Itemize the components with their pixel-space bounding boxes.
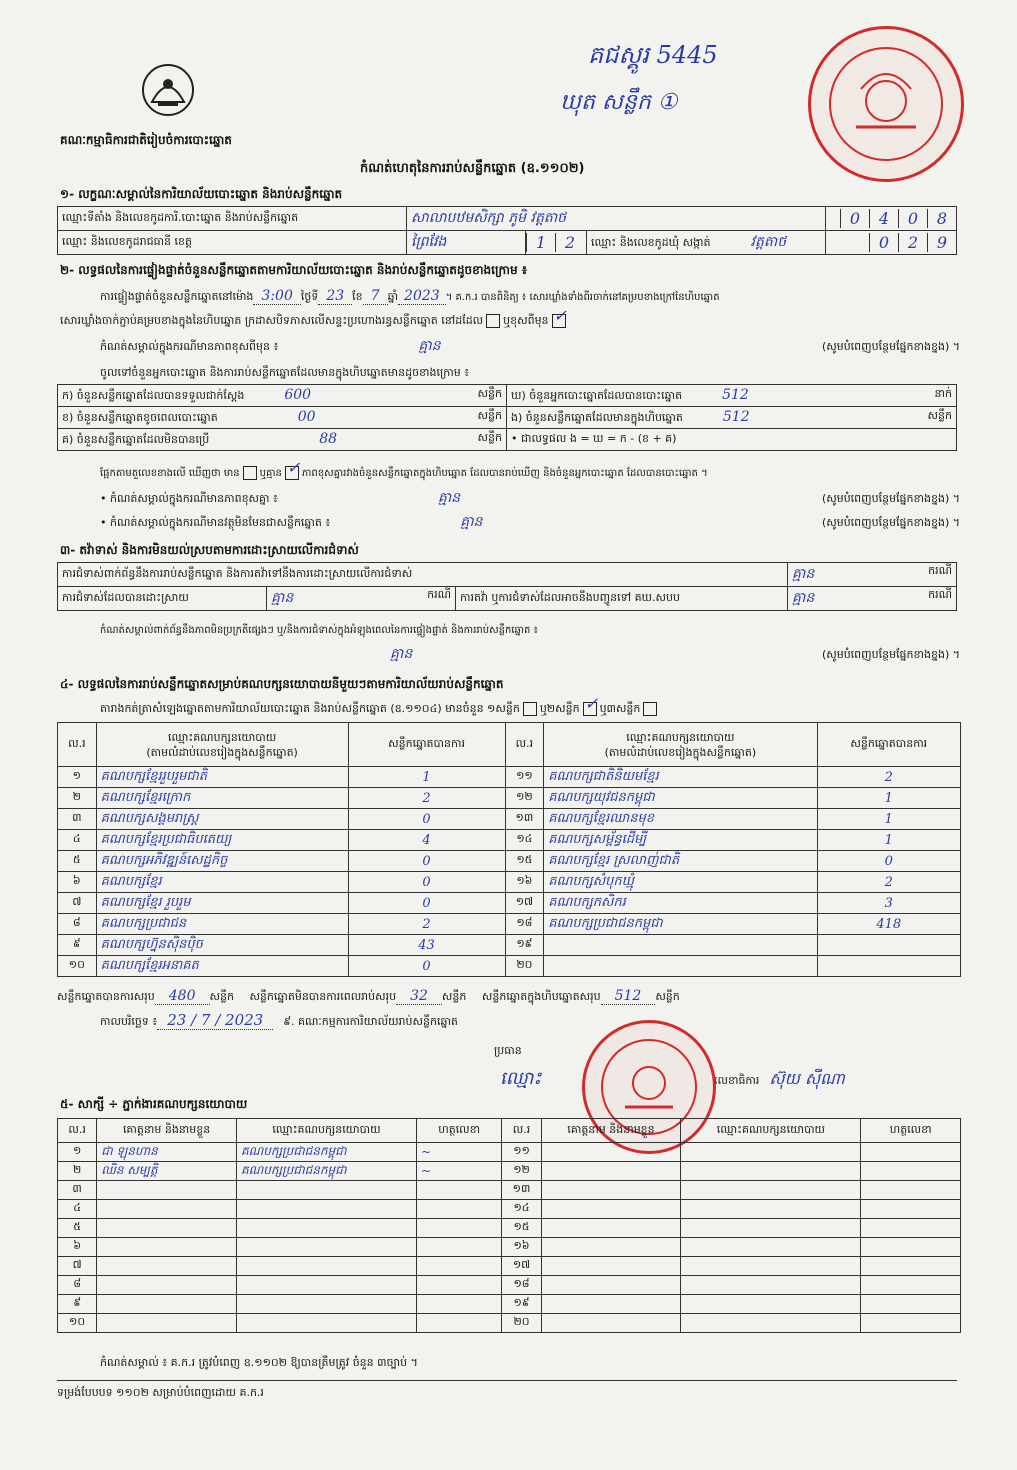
witness-no: ១៤ [502, 1200, 541, 1219]
province-code: 1 2 [526, 231, 587, 255]
party-name [544, 935, 817, 956]
witness-name [97, 1314, 237, 1333]
table-row [58, 1314, 961, 1333]
location-value: សាលាបឋមសិក្សា ភូមិ វត្តតាថ [407, 207, 826, 231]
party-votes: 1 [348, 767, 505, 788]
witness-no: ៥ [58, 1219, 97, 1238]
witness-name [97, 1295, 237, 1314]
section1-table [57, 206, 957, 255]
commune-code: 0 2 9 [826, 231, 957, 255]
total-valid-value: 480 [155, 988, 210, 1005]
party-votes: 2 [817, 872, 960, 893]
party-no: ៧ [58, 893, 97, 914]
received-value: 600 [284, 386, 312, 403]
witness-party: គណបក្សប្រជាជនកម្ពុជា [236, 1162, 416, 1181]
irregularity-value: គ្មាន [390, 646, 413, 662]
witness-no: ៩ [58, 1295, 97, 1314]
party-no: ៣ [58, 809, 97, 830]
witness-signature [416, 1257, 501, 1276]
party-votes: 418 [817, 914, 960, 935]
witness-name [541, 1200, 681, 1219]
note3-line: • កំណត់សម្គាល់ក្នុងករណីមានវត្ថុមិនមែនជាសន្លឹកឆ្នោត ៖ គ្មាន (សូមបំពេញបន្ថែមផ្នែកខាងខ្នង) ។ [100, 514, 960, 530]
witness-no: ១៦ [502, 1238, 541, 1257]
party-votes: 0 [348, 851, 505, 872]
witness-no: ១ [58, 1143, 97, 1162]
party-no: ១១ [505, 767, 544, 788]
resolved-label: ការជំទាស់ដែលបានដោះស្រាយ [58, 587, 267, 611]
witness-table: ល.រ គោត្តនាម និងនាមខ្លួន ឈ្មោះគណបក្សនយោបាយ ហត្ថលេខា ល.រ គោត្តនាម និងនាមខ្លួន ឈ្មោះគណបក្សនយោបាយ ហត្ថលេខា ១ ជា ឡុនហាន គណបក្សប្រជាជនកម្ពុជា ~ ១១ ២ ឈិន សម្បត្តិ គណបក្សប្រជាជនកម្ពុជា ~ ១២ ៣ ១៣ ៤ ១៤ ៥ ១៥ ៦ ១៦ ៧ ១៧ ៨ ១៨ ៩ ១៩ ១០ ២០ [57, 1118, 961, 1333]
party-name: គណបក្សសំបុកឃ្មុំ [544, 872, 817, 893]
witness-party [236, 1238, 416, 1257]
witness-name [541, 1314, 681, 1333]
party-votes: 1 [817, 809, 960, 830]
party-no: ៩ [58, 935, 97, 956]
has-discrepancy-checkbox[interactable] [243, 466, 257, 480]
party-votes: 0 [348, 872, 505, 893]
party-votes [817, 935, 960, 956]
witness-party [681, 1162, 861, 1181]
party-name: គណបក្សខ្មែររួបរួមជាតិ [96, 767, 348, 788]
witness-name: ជា ឡុនហាន [97, 1143, 237, 1162]
witness-no: ៨ [58, 1276, 97, 1295]
totals-line: សន្លឹកឆ្នោតបានការសរុប 480 សន្លឹក សន្លឹកឆ្នោតមិនបានការពេលរាប់សរុប 32 សន្លឹក សន្លឹកឆ្នោតក្នុងហិបឆ្នោតសរុប 512 សន្លឹក [57, 988, 680, 1004]
witness-party [681, 1238, 861, 1257]
committee-name: គណៈកម្មាធិការជាតិរៀបចំការបោះឆ្នោត [60, 133, 232, 147]
witness-party [236, 1276, 416, 1295]
three-sheet-checkbox[interactable] [643, 702, 657, 716]
witness-no: ៧ [58, 1257, 97, 1276]
party-no: ១៨ [505, 914, 544, 935]
table-row [58, 1181, 961, 1200]
secretary-line: លេខាធិការ ស៊ុយ ស៊ីណា [714, 1069, 845, 1088]
tally-sheet-line: តារាងកត់ត្រាសំឡេងឆ្នោតតាមការិយាល័យបោះឆ្នោត និងរាប់សន្លឹកឆ្នោត (ឧ.១១០៤) មានចំនួន ១សន្លឹក ឬ២សន្លឹក ✓ ឬ៣សន្លឹក [100, 702, 660, 716]
party-votes: 1 [817, 788, 960, 809]
party-votes: 0 [348, 809, 505, 830]
party-name: គណបក្សខ្មែរ ស្រលាញ់ជាតិ [544, 851, 817, 872]
witness-no: ១៥ [502, 1219, 541, 1238]
witness-no: ១៧ [502, 1257, 541, 1276]
table-row [58, 830, 961, 851]
party-no: ៨ [58, 914, 97, 935]
table-row [58, 872, 961, 893]
party-name: គណបក្សសម្ព័ន្ធដើម្បី [544, 830, 817, 851]
party-no: ១៥ [505, 851, 544, 872]
table-row [58, 1276, 961, 1295]
party-name: គណបក្សខ្មែរឈានមុខ [544, 809, 817, 830]
year-value: 2023 [398, 288, 446, 305]
party-name: គណបក្សខ្មែរអនាគត [96, 956, 348, 977]
witness-name [541, 1143, 681, 1162]
two-sheet-checkbox[interactable]: ✓ [583, 702, 597, 716]
witness-party: គណបក្សប្រជាជនកម្ពុជា [236, 1143, 416, 1162]
witness-signature [416, 1238, 501, 1257]
party-votes: 4 [348, 830, 505, 851]
chair-label: ប្រធាន [494, 1044, 522, 1057]
witness-no: ១៩ [502, 1295, 541, 1314]
party-name: គណបក្សខ្មែរ រួបរួម [96, 893, 348, 914]
in-box-value: 512 [722, 408, 750, 425]
witness-name [97, 1181, 237, 1200]
forwarded-label: ការតវ៉ា ឬការជំទាស់ដែលអាចនឹងបញ្ជូនទៅ គឃ.សបប [456, 587, 788, 611]
witness-signature [861, 1219, 961, 1238]
witness-name [541, 1219, 681, 1238]
witness-signature [861, 1295, 961, 1314]
party-name: គណបក្សខ្មែរក្រោក [96, 788, 348, 809]
witness-party [681, 1200, 861, 1219]
table-row [58, 1295, 961, 1314]
handwritten-note-2: ឃុត សន្លឹក ① [560, 90, 678, 115]
table-row [58, 1200, 961, 1219]
voters-value: 512 [722, 386, 749, 403]
handwritten-note-1: គជស្គូរ 5445 [588, 41, 718, 69]
secretary-value: ស៊ុយ ស៊ីណា [769, 1069, 845, 1088]
section4-title: ៤- លទ្ធផលនៃការរាប់សន្លឹកឆ្នោតសម្រាប់គណបក្សនយោបាយនីមួយៗតាមការិយាល័យរាប់សន្លឹកឆ្នោត [60, 677, 504, 691]
party-votes: 1 [817, 830, 960, 851]
table-row [58, 956, 961, 977]
table-row [58, 1162, 961, 1181]
section2-title: ២- លទ្ធផលនៃការផ្ទៀងផ្ទាត់ចំនួនសន្លឹកឆ្នោតតាមការិយាល័យបោះឆ្នោត និងរាប់សន្លឹកឆ្នោតដូចខាងក្រោម ៖ [60, 263, 528, 277]
witness-name [541, 1295, 681, 1314]
party-no: ៥ [58, 851, 97, 872]
party-no: ១៩ [505, 935, 544, 956]
total-invalid-value: 32 [396, 988, 442, 1005]
witness-party [681, 1219, 861, 1238]
witness-no: ៦ [58, 1238, 97, 1257]
witness-name [97, 1238, 237, 1257]
results-table: ល.រ ឈ្មោះគណបក្សនយោបាយ (តាមលំដាប់លេខរៀងក្នុងសន្លឹកឆ្នោត) សន្លឹកឆ្នោតបានការ ល.រ ឈ្មោះគណបក្សនយោបាយ (តាមលំដាប់លេខរៀងក្នុងសន្លឹកឆ្នោត) សន្លឹកឆ្នោតបានការ ១ គណបក្សខ្មែររួបរួមជាតិ 1 ១១ គណបក្សជាតិនិយមខ្មែរ 2 ២ គណបក្សខ្មែរក្រោក 2 ១២ គណបក្សយុវជនកម្ពុជា 1 ៣ គណបក្សសង្គមរាស្ត្រ 0 ១៣ គណបក្សខ្មែរឈានមុខ 1 ៤ គណបក្សខ្មែរប្រជាធិបតេយ្យ 4 ១៤ គណបក្សសម្ព័ន្ធដើម្បី 1 ៥ គណបក្សអភិវឌ្ឍន៍សេដ្ឋកិច្ច 0 ១៥ គណបក្សខ្មែរ ស្រលាញ់ជាតិ 0 ៦ គណបក្សខ្មែរ 0 ១៦ គណបក្សសំបុកឃ្មុំ 2 ៧ គណបក្សខ្មែរ រួបរួម 0 ១៧ គណបក្សកសិករ 3 ៨ គណបក្សប្រជាជន 2 ១៨ គណបក្សប្រជាជនកម្ពុជា 418 ៩ គណបក្សហ្វ៊ុនស៊ិនប៉ិច 43 ១៩ ១០ គណបក្សខ្មែរអនាគត 0 ២០ [57, 722, 961, 977]
party-name: គណបក្សហ្វ៊ុនស៊ិនប៉ិច [96, 935, 348, 956]
table-row [58, 914, 961, 935]
witness-no: ២ [58, 1162, 97, 1181]
witness-name [541, 1162, 681, 1181]
bottom-note: ទម្រង់បែបបទ ១១០២ សម្រាប់បំពេញដោយ គ.ក.រ [57, 1386, 264, 1399]
party-name [544, 956, 817, 977]
party-name: គណបក្សប្រជាជនកម្ពុជា [544, 914, 817, 935]
date-line: កាលបរិច្ឆេទ ៖ 23 / 7 / 2023 ៩. គណៈកម្មការការិយាល័យរាប់សន្លឹកឆ្នោត [100, 1011, 458, 1029]
forwarded-value: គ្មាន [792, 590, 815, 606]
objection-value: គ្មាន [792, 566, 815, 582]
table-row [58, 1219, 961, 1238]
table-row [58, 1143, 961, 1162]
no-discrepancy-checkbox[interactable]: ✓ [285, 466, 299, 480]
party-name: គណបក្សខ្មែរប្រជាធិបតេយ្យ [96, 830, 348, 851]
witness-signature [861, 1257, 961, 1276]
table-row [58, 935, 961, 956]
witness-no: ១២ [502, 1162, 541, 1181]
witness-signature [416, 1295, 501, 1314]
official-seal-top [808, 26, 964, 182]
resolved-value: គ្មាន [271, 590, 294, 606]
party-no: ៦ [58, 872, 97, 893]
table-row [58, 809, 961, 830]
formula: • ជាលទ្ធផល ង = ឃ = ក - (ខ + គ) [507, 429, 957, 451]
witness-name [541, 1276, 681, 1295]
count-intro: ចូលទៅចំនួនអ្នកបោះឆ្នោត និងការរាប់សន្លឹកឆ្នោតដែលមានក្នុងហិបឆ្នោតមានដូចខាងក្រោម ៖ [100, 366, 470, 379]
objection-table: ការជំទាស់ពាក់ព័ន្ធនឹងការរាប់សន្លឹកឆ្នោត និងការតវ៉ាទៅនឹងការដោះស្រាយលើការជំទាស់ គ្មាន ករណី ការជំទាស់ដែលបានដោះស្រាយ គ្មាន ករណី ការតវ៉ា ឬការជំទាស់ដែលអាចនឹងបញ្ជូនទៅ គឃ.សបប គ្មាន ករណី [57, 562, 957, 611]
witness-name [97, 1276, 237, 1295]
witness-party [236, 1200, 416, 1219]
witness-name: ឈិន សម្បត្តិ [97, 1162, 237, 1181]
party-no: ១៤ [505, 830, 544, 851]
table-row [58, 1238, 961, 1257]
witness-no: ១០ [58, 1314, 97, 1333]
witness-no: ១៣ [502, 1181, 541, 1200]
party-name: គណបក្សជាតិនិយមខ្មែរ [544, 767, 817, 788]
party-name: គណបក្សសង្គមរាស្ត្រ [96, 809, 348, 830]
witness-party [681, 1143, 861, 1162]
province-value: ព្រៃវែង [407, 231, 526, 255]
witness-party [681, 1181, 861, 1200]
footnote: កំណត់សម្គាល់ ៖ គ.ក.រ ត្រូវបំពេញ ឧ.១១០២ ឱ្យបានត្រឹមត្រូវ ចំនួន ៣ច្បាប់ ។ [100, 1356, 418, 1369]
chair-signature: ឈ្មោះ [500, 1068, 542, 1089]
party-name: គណបក្សកសិករ [544, 893, 817, 914]
witness-party [236, 1181, 416, 1200]
party-no: ១៣ [505, 809, 544, 830]
party-no: ២០ [505, 956, 544, 977]
witness-signature [861, 1143, 961, 1162]
note1-line: កំណត់សម្គាល់ក្នុងករណីមានភាពខុសពីមុន ៖ គ្មាន (សូមបំពេញបន្ថែមផ្នែកខាងខ្នង) ។ [100, 338, 960, 354]
party-no: ១២ [505, 788, 544, 809]
witness-signature [416, 1219, 501, 1238]
time-value: 3:00 [253, 288, 300, 305]
province-label: ឈ្មោះ និងលេខកូដរាជធានី ខេត្ត [58, 231, 407, 255]
witness-party [681, 1257, 861, 1276]
witness-signature [416, 1276, 501, 1295]
nec-emblem [140, 62, 196, 118]
table-row [58, 893, 961, 914]
witness-signature [861, 1276, 961, 1295]
spoiled-value: 00 [297, 408, 316, 425]
party-votes: 0 [348, 893, 505, 914]
party-no: ២ [58, 788, 97, 809]
witness-no: ២០ [502, 1314, 541, 1333]
witness-party [681, 1276, 861, 1295]
commune-label: ឈ្មោះ និងលេខកូដឃុំ សង្កាត់ វត្តតាថ [587, 231, 826, 255]
party-name: គណបក្សប្រជាជន [96, 914, 348, 935]
party-name: គណបក្សខ្មែរ [96, 872, 348, 893]
party-votes [817, 956, 960, 977]
party-votes: 0 [348, 956, 505, 977]
different-checkbox[interactable]: ✓ [552, 314, 566, 328]
footer-divider [57, 1380, 957, 1381]
note3-value: គ្មាន [460, 514, 483, 530]
witness-signature: ~ [416, 1162, 501, 1181]
witness-no: ៣ [58, 1181, 97, 1200]
witness-name [541, 1238, 681, 1257]
witness-signature [861, 1238, 961, 1257]
location-label: ឈ្មោះទីតាំង និងលេខកូដការិ.បោះឆ្នោត និងរាប់សន្លឹកឆ្នោត [58, 207, 407, 231]
note1-value: គ្មាន [418, 338, 441, 354]
month-value: 7 [363, 288, 388, 305]
party-no: ១៦ [505, 872, 544, 893]
party-votes: 2 [817, 767, 960, 788]
witness-signature [416, 1181, 501, 1200]
verification-line: ការផ្ទៀងផ្ទាត់ចំនួនសន្លឹកឆ្នោតនៅម៉ោង 3:00 ថ្ងៃទី 23 ខែ 7 ឆ្នាំ 2023 ។ គ.ក.រ បានពិនិត្យ ៖ សោរឃ្លាំងទាំងពីរចាក់នៅគម្របខាងក្រៅនៃហិបឆ្នោត [100, 288, 720, 304]
witness-no: ១១ [502, 1143, 541, 1162]
witness-signature [861, 1162, 961, 1181]
witness-name [97, 1219, 237, 1238]
witness-party [681, 1314, 861, 1333]
party-votes: 2 [348, 788, 505, 809]
seal-status-line: សោរឃ្លាំងចាក់ភ្ជាប់គម្របខាងក្នុងនៃហិបឆ្នោត ក្រដាសបិទភាសលើសន្ទះប្រហោងរន្ធសន្លឹកឆ្នោត នៅដដែល ឬខុសពីមុន ✓ [60, 306, 567, 327]
table-row [58, 767, 961, 788]
witness-party [236, 1219, 416, 1238]
irregularity-note: កំណត់សម្គាល់ពាក់ព័ន្ធនឹងភាពមិនប្រក្រតីផ្សេងៗ ឬ/និងការជំទាស់ក្នុងអំឡុងពេលនៃការផ្ទៀងផ្ទាត់ និងការរាប់សន្លឹកឆ្នោត ៖ [100, 625, 538, 636]
date-value: 23 / 7 / 2023 [157, 1011, 273, 1030]
witness-signature [416, 1200, 501, 1219]
party-no: ១៧ [505, 893, 544, 914]
witness-no: ១៨ [502, 1276, 541, 1295]
party-votes: 0 [817, 851, 960, 872]
section3-title: ៣- តវ៉ាទាស់ និងការមិនយល់ស្របតាមការដោះស្រាយលើការជំទាស់ [60, 543, 359, 557]
section1-title: ១- លក្ខណៈសម្គាល់នៃការិយាល័យបោះឆ្នោត និងរាប់សន្លឹកឆ្នោត [60, 187, 343, 201]
day-value: 23 [318, 288, 352, 305]
witness-signature: ~ [416, 1143, 501, 1162]
witness-signature [416, 1314, 501, 1333]
party-name: គណបក្សយុវជនកម្ពុជា [544, 788, 817, 809]
witness-party [236, 1314, 416, 1333]
form-title: កំណត់ហេតុនៃការរាប់សន្លឹកឆ្នោត (ឧ.១១០២) [360, 161, 585, 176]
party-no: ១ [58, 767, 97, 788]
party-votes: 2 [348, 914, 505, 935]
irregularity-line: គ្មាន (សូមបំពេញបន្ថែមផ្នែកខាងខ្នង) ។ [390, 646, 960, 662]
witness-name [541, 1181, 681, 1200]
witness-no: ៤ [58, 1200, 97, 1219]
witness-party [236, 1295, 416, 1314]
one-sheet-checkbox[interactable] [523, 702, 537, 716]
discrepancy-line: ផ្អែកតាមតួលេខខាងលើ ឃើញថា មាន ឬគ្មាន ✓ ភាពខុសគ្នារវាងចំនួនសន្លឹកឆ្នោតក្នុងហិបឆ្នោត ដែលបានរាប់ឃើញ និងចំនួនអ្នកបោះឆ្នោត ដែលបានបោះឆ្នោត ។ [100, 458, 708, 479]
witness-party [236, 1257, 416, 1276]
party-name: គណបក្សអភិវឌ្ឍន៍សេដ្ឋកិច្ច [96, 851, 348, 872]
count-table: ក) ចំនួនសន្លឹកឆ្នោតដែលបានទទួលជាក់ស្តែង 600 សន្លឹក ឃ) ចំនួនអ្នកបោះឆ្នោតដែលបានបោះឆ្នោត 512 នាក់ ខ) ចំនួនសន្លឹកឆ្នោតខូចពេលបោះឆ្នោត 00 សន្លឹក ង) ចំនួនសន្លឹកឆ្នោតដែលមានក្នុងហិបឆ្នោត 512 សន្លឹក គ) ចំនួនសន្លឹកឆ្នោតដែលមិនបានប្រើ 88 សន្លឹក • ជាលទ្ធផល ង = ឃ = ក - (ខ + គ) [57, 384, 957, 451]
same-checkbox[interactable] [486, 314, 500, 328]
party-votes: 3 [817, 893, 960, 914]
note2-value: គ្មាន [437, 490, 461, 506]
party-no: ១០ [58, 956, 97, 977]
table-row [58, 1257, 961, 1276]
witness-party [681, 1295, 861, 1314]
commune-value: វត្តតាថ [750, 234, 787, 250]
total-box-value: 512 [601, 988, 656, 1005]
table-row [58, 851, 961, 872]
unused-value: 88 [319, 430, 338, 447]
location-code: 0 4 0 8 [826, 207, 957, 231]
witness-name [541, 1257, 681, 1276]
objection-label: ការជំទាស់ពាក់ព័ន្ធនឹងការរាប់សន្លឹកឆ្នោត និងការតវ៉ាទៅនឹងការដោះស្រាយលើការជំទាស់ [58, 563, 788, 587]
witness-signature [861, 1200, 961, 1219]
witness-signature [861, 1314, 961, 1333]
section5-title: ៥- សាក្សី ÷ ភ្នាក់ងារគណបក្សនយោបាយ [60, 1097, 248, 1111]
party-votes: 43 [348, 935, 505, 956]
party-no: ៤ [58, 830, 97, 851]
note2-line: • កំណត់សម្គាល់ក្នុងករណីមានភាពខុសគ្នា ៖ គ្មាន (សូមបំពេញបន្ថែមផ្នែកខាងខ្នង) ។ [100, 490, 960, 506]
witness-signature [861, 1181, 961, 1200]
witness-name [97, 1257, 237, 1276]
table-row [58, 788, 961, 809]
witness-name [97, 1200, 237, 1219]
